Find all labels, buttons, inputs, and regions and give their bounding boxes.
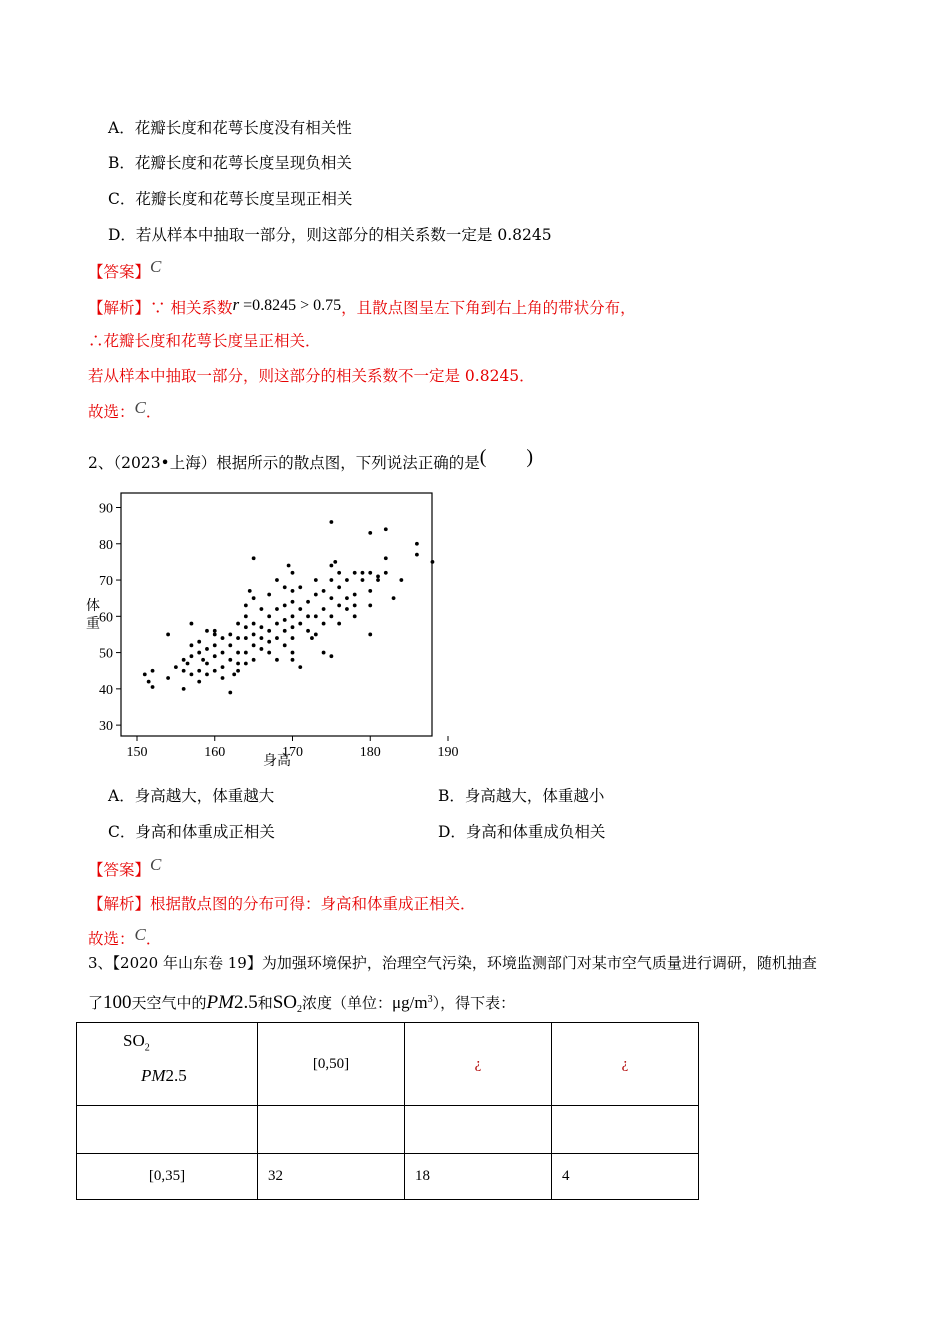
data-point — [205, 662, 209, 666]
data-point — [252, 643, 256, 647]
q1-analysis — [88, 295, 636, 319]
data-point — [322, 607, 326, 611]
data-point — [244, 625, 248, 629]
data-point — [260, 636, 264, 640]
data-point — [205, 672, 209, 676]
data-point — [252, 622, 256, 626]
data-point — [353, 604, 357, 608]
data-point — [314, 633, 318, 637]
data-point — [291, 571, 295, 575]
data-point — [213, 654, 217, 658]
data-point — [361, 571, 365, 575]
data-point — [236, 662, 240, 666]
data-point — [329, 614, 333, 618]
data-point — [221, 651, 225, 655]
data-point — [291, 600, 295, 604]
table-cell: 18 — [405, 1154, 552, 1200]
x-tick-label: 150 — [126, 745, 148, 760]
stem-pre: 了 — [88, 994, 104, 1012]
data-point — [244, 662, 248, 666]
x-tick-label: 180 — [359, 745, 381, 760]
q2-option-d: D．身高和体重成负相关 — [438, 823, 606, 841]
q2-answer — [88, 855, 162, 880]
y-tick-label: 50 — [99, 646, 113, 662]
choose-value: C — [134, 925, 146, 944]
data-point — [283, 604, 287, 608]
data-point — [376, 575, 380, 579]
data-point — [267, 593, 271, 597]
x-axis — [127, 736, 459, 760]
data-point — [384, 556, 388, 560]
x-tick-label: 170 — [282, 745, 303, 760]
q2-option-c: C．身高和体重成正相关 — [108, 823, 275, 841]
data-point — [267, 651, 271, 655]
data-point — [236, 669, 240, 673]
data-point — [205, 647, 209, 651]
concentration-table — [76, 1022, 699, 1200]
data-point — [267, 640, 271, 644]
y-tick-label: 30 — [99, 719, 113, 735]
data-point — [384, 571, 388, 575]
data-point — [291, 636, 295, 640]
q2-option-a: A．身高越大，体重越大 — [108, 787, 275, 805]
q1-analysis-line2: ∴花瓣长度和花萼长度呈正相关． — [88, 332, 321, 350]
table-row — [77, 1106, 699, 1154]
table-cell — [258, 1106, 405, 1154]
data-point — [248, 589, 252, 593]
y-tick-label: 80 — [99, 537, 113, 553]
choose-label: 故选： — [88, 403, 135, 421]
table-row-label: [0,35] — [77, 1154, 258, 1200]
data-point — [415, 553, 419, 557]
table-header-corner — [77, 1023, 258, 1106]
choose-label: 故选： — [88, 930, 135, 948]
scatter-chart — [78, 486, 459, 776]
data-point — [314, 578, 318, 582]
stem-unit-pre: 浓度（单位： — [302, 994, 393, 1012]
data-point — [337, 571, 341, 575]
stem-pm-num: 2.5 — [233, 992, 258, 1013]
table-cell: 4 — [552, 1154, 699, 1200]
data-point — [197, 669, 201, 673]
data-point — [345, 578, 349, 582]
data-point — [213, 669, 217, 673]
q1-option-b: B．花瓣长度和花萼长度呈现负相关 — [108, 154, 352, 172]
analysis-label: 【解析】 — [88, 299, 151, 317]
analysis-expr: =0.8245 > 0.75 — [239, 297, 342, 314]
data-point — [291, 651, 295, 655]
q2-option-b: B．身高越大，体重越小 — [438, 787, 605, 805]
data-point — [275, 658, 279, 662]
q1-option-a: A．花瓣长度和花萼长度没有相关性 — [108, 119, 352, 137]
stem-mid: 天空气中的 — [131, 994, 207, 1012]
data-point — [392, 596, 396, 600]
data-point — [431, 560, 435, 564]
data-point — [228, 691, 232, 695]
data-point — [329, 578, 333, 582]
table-cell — [77, 1106, 258, 1154]
stem-so: SO — [272, 992, 298, 1013]
data-point — [190, 622, 194, 626]
analysis-r: r — [232, 295, 240, 314]
scatter-points — [143, 520, 434, 694]
table-cell — [552, 1106, 699, 1154]
data-point — [322, 651, 326, 655]
data-point — [197, 651, 201, 655]
data-point — [337, 585, 341, 589]
x-tick-label: 160 — [204, 745, 226, 760]
data-point — [151, 685, 155, 689]
data-point — [353, 614, 357, 618]
header-so: $SO_2$ — [123, 1031, 150, 1054]
data-point — [298, 665, 302, 669]
data-point — [275, 578, 279, 582]
data-point — [306, 629, 310, 633]
data-point — [291, 625, 295, 629]
data-point — [221, 676, 225, 680]
data-point — [329, 520, 333, 524]
data-point — [244, 651, 248, 655]
choose-value: C — [134, 398, 146, 417]
data-point — [314, 614, 318, 618]
q2-analysis — [88, 894, 476, 914]
q3-stem-line1: 3、【2020 年山东卷 19】为加强环境保护，治理空气污染，环境监测部门对某市空气质量进行调研，随机抽查 — [88, 954, 817, 972]
data-point — [190, 672, 194, 676]
data-point — [368, 604, 372, 608]
data-point — [182, 687, 186, 691]
paren-open: ( — [479, 446, 487, 468]
data-point — [298, 585, 302, 589]
data-point — [182, 658, 186, 662]
data-point — [291, 614, 295, 618]
data-point — [283, 643, 287, 647]
q1-analysis-line3: 若从样本中抽取一部分，则这部分的相关系数不一定是 0.8245． — [88, 367, 535, 385]
data-point — [213, 633, 217, 637]
data-point — [252, 633, 256, 637]
data-point — [236, 622, 240, 626]
data-point — [197, 680, 201, 684]
data-point — [236, 651, 240, 655]
data-point — [368, 633, 372, 637]
data-point — [283, 585, 287, 589]
data-point — [197, 640, 201, 644]
analysis-rest: ，且散点图呈左下角到右上角的带状分布， — [341, 299, 636, 317]
paren-close: ) — [526, 446, 534, 468]
data-point — [283, 629, 287, 633]
table-header-col3: ¿ — [552, 1023, 699, 1106]
data-point — [260, 647, 264, 651]
data-point — [244, 604, 248, 608]
y-axis-label-2: 重 — [86, 617, 100, 632]
data-point — [345, 596, 349, 600]
choose-end: ． — [145, 930, 162, 948]
stem-and: 和 — [257, 994, 273, 1012]
y-tick-label: 40 — [99, 682, 113, 698]
data-point — [267, 629, 271, 633]
data-point — [322, 589, 326, 593]
stem-so-sub: 2 — [297, 1004, 303, 1015]
data-point — [275, 622, 279, 626]
data-point — [314, 593, 318, 597]
x-axis-label: 身高 — [263, 754, 291, 769]
data-point — [306, 614, 310, 618]
data-point — [174, 665, 178, 669]
table-header-col2: ¿ — [405, 1023, 552, 1106]
table-header-col1: [0,50] — [258, 1023, 405, 1106]
data-point — [310, 636, 314, 640]
data-point — [275, 636, 279, 640]
data-point — [244, 636, 248, 640]
stem-unit-sup: 3 — [427, 994, 433, 1005]
table-row — [77, 1023, 699, 1106]
data-point — [190, 654, 194, 658]
data-point — [353, 593, 357, 597]
data-point — [267, 614, 271, 618]
table-cell — [405, 1106, 552, 1154]
data-point — [306, 600, 310, 604]
header-pm: PM2.5 — [141, 1066, 187, 1085]
q1-answer — [88, 257, 162, 282]
data-point — [221, 665, 225, 669]
data-point — [143, 672, 147, 676]
table-row — [77, 1154, 699, 1200]
data-point — [415, 542, 419, 546]
data-point — [166, 633, 170, 637]
data-point — [252, 596, 256, 600]
data-point — [260, 607, 264, 611]
table-cell: 32 — [258, 1154, 405, 1200]
data-point — [221, 636, 225, 640]
data-point — [213, 643, 217, 647]
data-point — [205, 629, 209, 633]
analysis-text: 根据散点图的分布可得：身高和体重成正相关． — [150, 895, 476, 913]
data-point — [260, 625, 264, 629]
choose-end: ． — [145, 403, 162, 421]
data-point — [329, 564, 333, 568]
data-point — [232, 672, 236, 676]
data-point — [244, 614, 248, 618]
answer-label: 【答案】 — [88, 263, 151, 281]
data-point — [182, 669, 186, 673]
data-point — [166, 676, 170, 680]
q1-option-c: C．花瓣长度和花萼长度呈现正相关 — [108, 190, 353, 208]
data-point — [291, 589, 295, 593]
data-point — [213, 629, 217, 633]
y-axis-label-1: 体 — [86, 599, 100, 614]
q1-choose — [88, 398, 162, 422]
y-tick-label: 70 — [99, 574, 113, 590]
data-point — [252, 658, 256, 662]
data-point — [353, 571, 357, 575]
answer-value: C — [150, 855, 162, 874]
data-point — [151, 669, 155, 673]
data-point — [376, 578, 380, 582]
answer-label: 【答案】 — [88, 861, 151, 879]
data-point — [333, 560, 337, 564]
stem-end: ），得下表： — [432, 994, 516, 1012]
data-point — [298, 622, 302, 626]
data-point — [399, 578, 403, 582]
q2-stem — [88, 446, 534, 473]
data-point — [291, 658, 295, 662]
q2-choose — [88, 925, 162, 949]
q3-stem-line2 — [88, 990, 515, 1020]
data-point — [147, 680, 151, 684]
y-tick-label: 90 — [99, 501, 113, 517]
stem-days: 100 — [103, 992, 132, 1013]
answer-value: C — [150, 257, 162, 276]
data-point — [368, 531, 372, 535]
stem-pm: PM — [206, 992, 234, 1013]
data-point — [337, 622, 341, 626]
data-point — [228, 658, 232, 662]
data-point — [345, 607, 349, 611]
data-point — [252, 556, 256, 560]
analysis-label: 【解析】 — [88, 895, 151, 913]
data-point — [329, 654, 333, 658]
analysis-because: ∵ 相关系数 — [150, 299, 233, 317]
data-point — [368, 589, 372, 593]
data-point — [322, 622, 326, 626]
data-point — [329, 596, 333, 600]
data-point — [361, 578, 365, 582]
stem-unit: μg/m — [392, 993, 428, 1012]
data-point — [283, 618, 287, 622]
x-tick-label: 190 — [437, 745, 459, 760]
data-point — [368, 571, 372, 575]
data-point — [201, 658, 205, 662]
data-point — [236, 636, 240, 640]
y-axis — [99, 502, 121, 735]
q2-stem-text: 2、（2023•上海）根据所示的散点图，下列说法正确的是 — [88, 454, 480, 472]
data-point — [186, 662, 190, 666]
data-point — [298, 607, 302, 611]
q1-option-d: D．若从样本中抽取一部分，则这部分的相关系数一定是 0.8245 — [108, 226, 552, 244]
data-point — [287, 564, 291, 568]
data-point — [337, 604, 341, 608]
data-point — [190, 643, 194, 647]
data-point — [275, 607, 279, 611]
y-tick-label: 60 — [99, 610, 113, 626]
data-point — [228, 633, 232, 637]
data-point — [384, 527, 388, 531]
data-point — [228, 643, 232, 647]
